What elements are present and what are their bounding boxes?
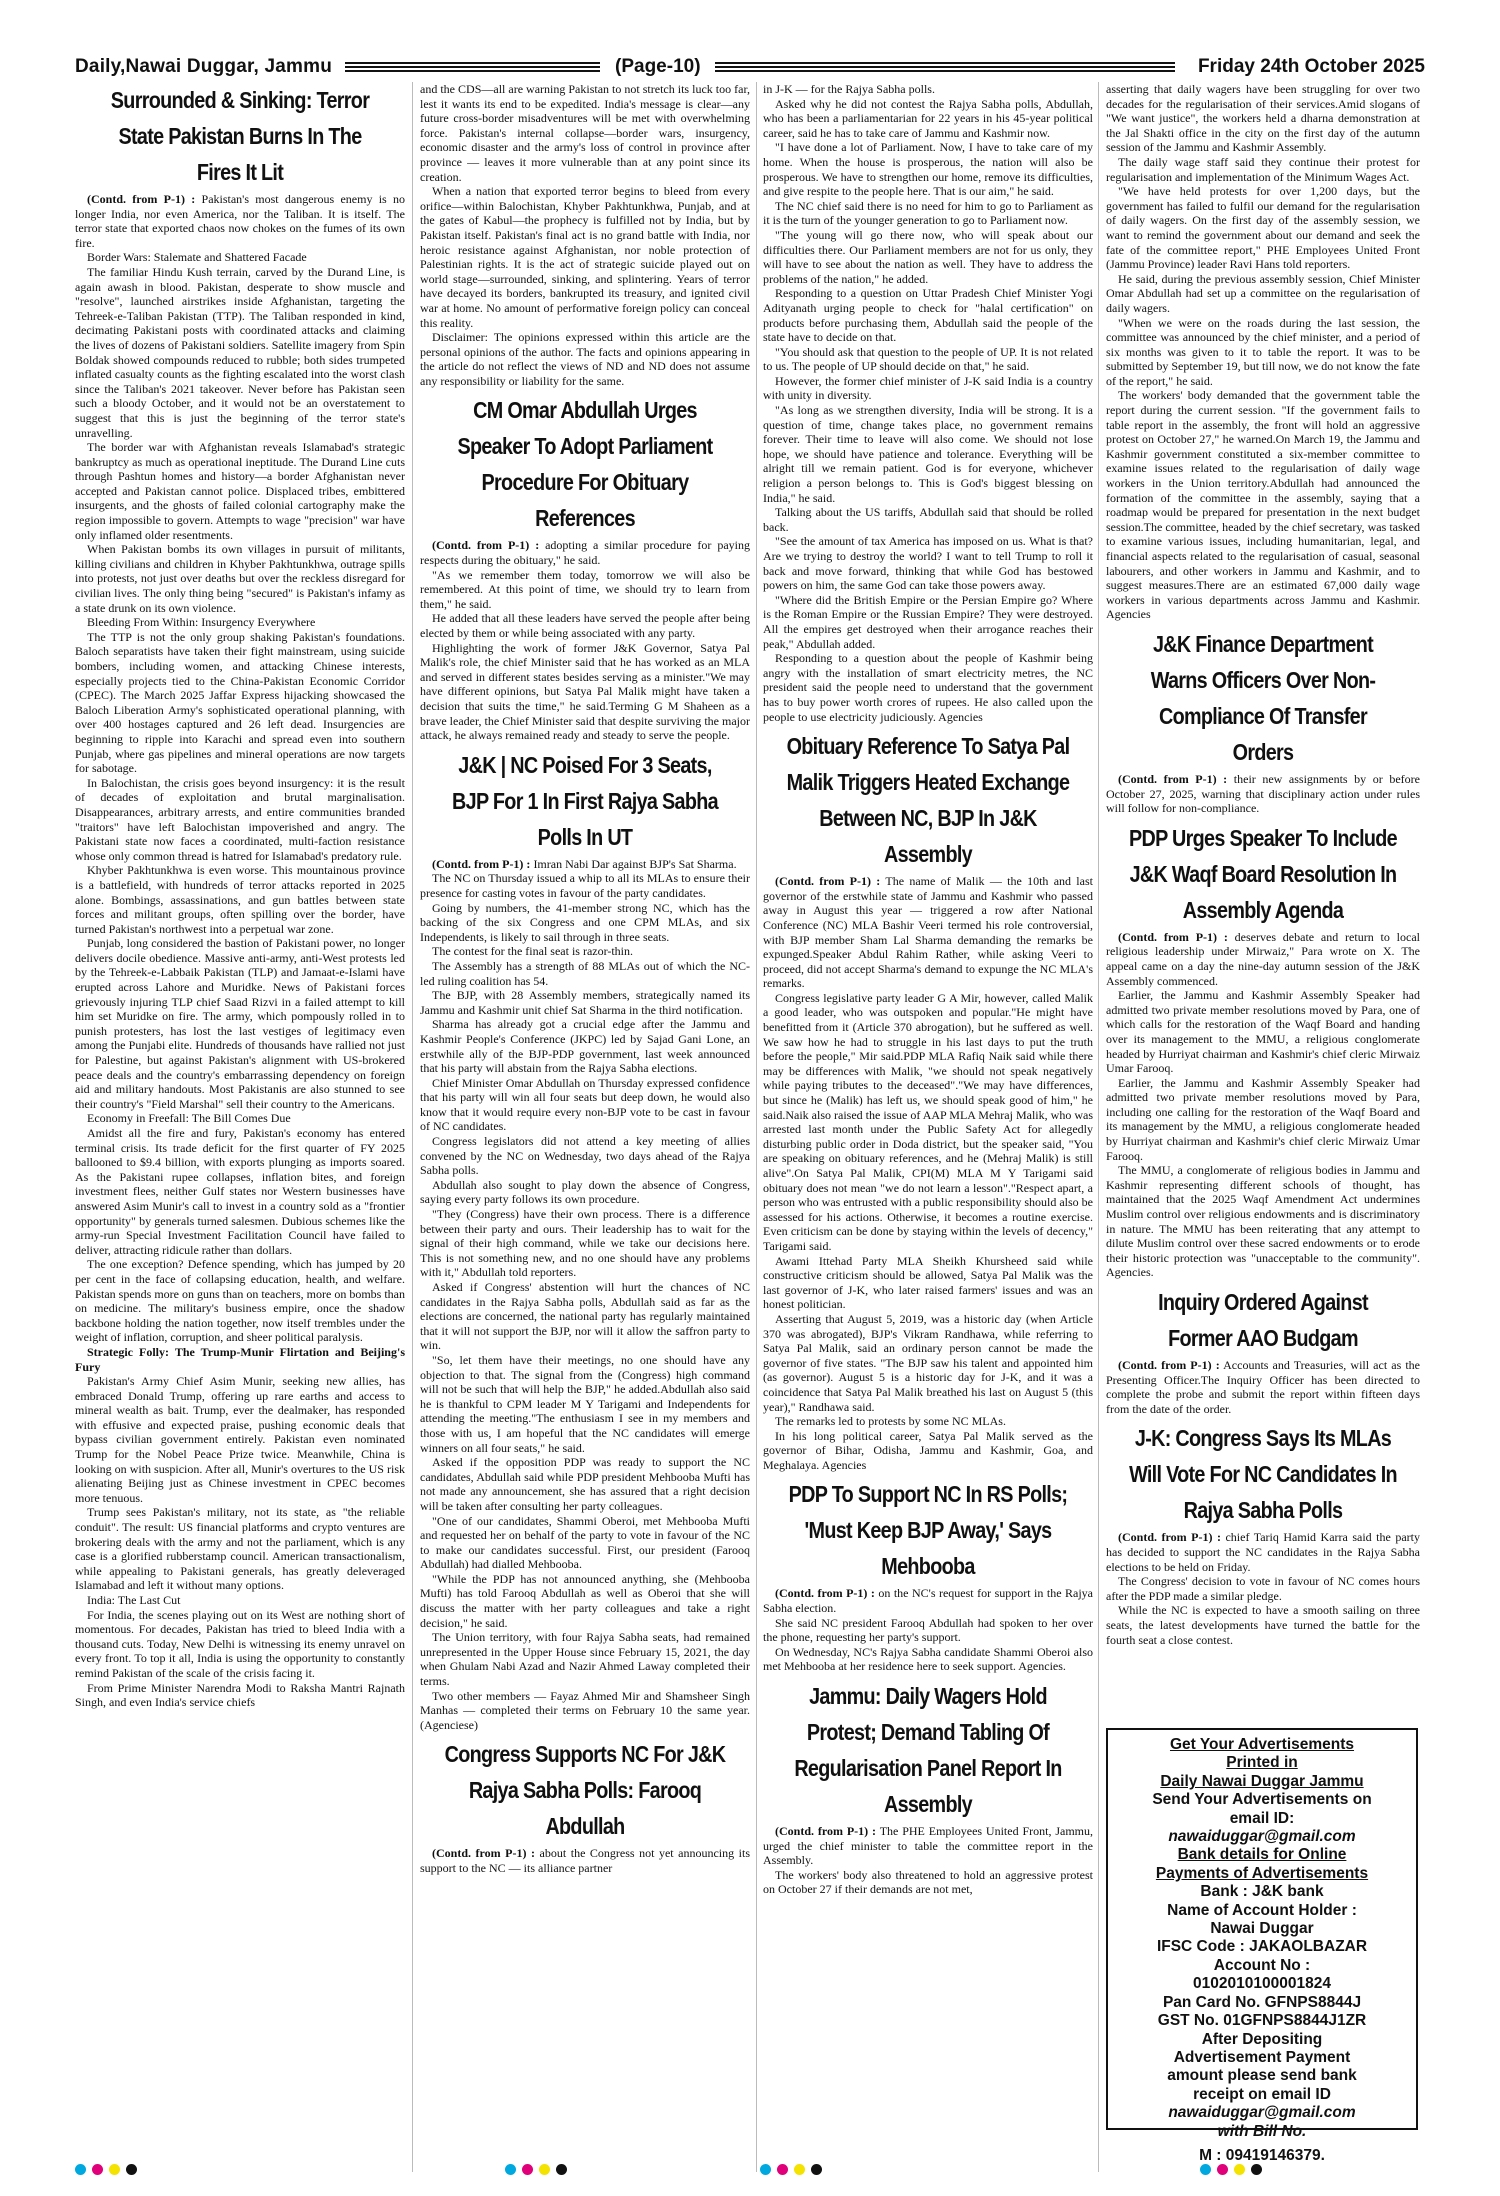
ad-line: Send Your Advertisements on	[1152, 1791, 1372, 1809]
cyan-dot	[505, 2164, 516, 2175]
article-paragraph: Pakistan's most dangerous enemy is no longer India, nor even America, nor the Taliban. It is itself. The terror state that exported chaos now chokes on the fumes of its own fire.	[75, 192, 405, 250]
article-paragraph: The daily wage staff said they continue their protest for regularisation and implementation of the Minimum Wages Act.	[1106, 154, 1420, 184]
article-paragraph: The Assembly has a strength of 88 MLAs out of which the NC-led ruling coalition has 54.	[420, 958, 750, 988]
article-paragraph: "I have done a lot of Parliament. Now, I have to take care of my home. When the house is prosperous, the nation will also be prosperous. We have to strengthen our home, remove its difficulties, and give respite to the people here. That is our aim," he said.	[763, 140, 1093, 199]
headline-finance-dept: J&K Finance Department Warns Officers Over Non-Compliance Of Transfer Orders	[1150, 630, 1376, 765]
article-paragraph: The name of Malik — the 10th and last governor of the erstwhile state of Jammu and Kashmir who passed away in August this year — triggered a row after National Conference (NC) MLA Bashir Veeri termed his role controversial, with BJP member Sham Lal Sharma demanding the remarks be expunged.Speaker Abdul Rahim Rather, while asking Veeri to proceed, did not accept Sharma's demand to expunge the NC MLA's remarks.	[763, 874, 1093, 991]
contd-label: (Contd. from P-1) :	[775, 874, 881, 889]
headline-waqf-board: PDP Urges Speaker To Include J&K Waqf Board Resolution In Assembly Agenda	[1128, 824, 1397, 923]
contd-label: (Contd. from P-1) :	[775, 1586, 875, 1601]
ad-line: GST No. 01GFNPS8844J1ZR	[1157, 2012, 1367, 2030]
column-divider	[1098, 82, 1099, 2172]
ad-line: Account No :	[1213, 1956, 1311, 1974]
magenta-dot	[522, 2164, 533, 2175]
article-paragraph: Earlier, the Jammu and Kashmir Assembly Speaker had admitted two private member resolutions moved by Para, one of which calls for the restoration of the Waqf Board and handing over its management to the MMU, a religious conglomerate headed by Hurriyat chairman and Kashmir's chief cleric Mirwaiz Umar Farooq.	[1106, 988, 1420, 1076]
subheading: India: The Last Cut	[87, 1593, 181, 1607]
article-paragraph: Trump sees Pakistan's military, not its state, as "the reliable conduit". The result: US financial platforms and crypto ventures are brokering deals with the army and not the parliament, which is any case is a glorified rubberstamp council. American transactionalism, while appealing to Pakistani generals, has greatly deleveraged Islamabad and left it without many options.	[75, 1505, 405, 1593]
article-paragraph: "When we were on the roads during the last session, the committee was announced by the chief minister, and a period of six months was given to it to table the report. It was to be submitted by September 19, but till now, we do not know the fate of the report," he said.	[1106, 315, 1420, 388]
article-paragraph: The MMU, a conglomerate of religious bodies in Jammu and Kashmir representing different schools of thought, has maintained that the 2025 Waqf Amendment Act undermines Muslim control over religious endowments and is discriminatory in nature. The MMU has been reiterating that any attempt to dilute Muslim control over these sacred endowments or to erode their historic protection was "unacceptable to the community". Agencies.	[1106, 1163, 1420, 1280]
article-paragraph: When Pakistan bombs its own villages in pursuit of militants, killing civilians and children in Khyber Pakhtunkhwa, outrage spills into protests, not just over deaths but over the reckless disregard for civilian lives. The only thing being "secured" is Pakistan's infamy as a state drunk on its own violence.	[75, 542, 405, 615]
ad-line: Advertisement Payment	[1173, 2048, 1351, 2066]
article-paragraph: Asked if the opposition PDP was ready to support the NC candidates, Abdullah said while PDP president Mehbooba Mufti has not made any announcement, she has assured that a right decision will be taken after consulting her party colleagues.	[420, 1455, 750, 1513]
article-paragraph: The Union territory, with four Rajya Sabha seats, had remained unrepresented in the Upper House since February 15, 2021, the day when Ghulam Nabi Azad and Nazir Ahmed Laway completed their terms.	[420, 1630, 750, 1689]
issue-date: Friday 24th October 2025	[1197, 56, 1425, 77]
ad-line: Daily Nawai Duggar Jammu	[1160, 1772, 1364, 1790]
column-divider	[412, 82, 413, 2172]
article-paragraph: about the Congress not yet announcing its support to the NC — its alliance partner	[420, 1846, 750, 1875]
article-paragraph: and the CDS—all are warning Pakistan to not stretch its luck too far, lest it wants its end to be expedited. India's message is clear—any future cross-border misadventures will be met with overwhelming force. Pakistan's internal collapse—border wars, insurgency, economic disaster and the army's loss of control in province after province — leaves it more vulnerable than at any point since its creation.	[420, 82, 750, 184]
magenta-dot	[92, 2164, 103, 2175]
article-paragraph: However, the former chief minister of J-K said India is a country with unity in diversity.	[763, 373, 1093, 403]
article-paragraph: The TTP is not the only group shaking Pakistan's foundations. Baloch separatists have taken their fight mainstream, using suicide bombers, including women, and attacking Chinese interests, especially projects tied to the China-Pakistan Economic Corridor (CPEC). The March 2025 Jaffar Express hijacking showcased the Baloch Liberation Army's sophisticated operational planning, with over 400 hostages captured and 26 left dead. Insurgencies are beginning to ripple into Karachi and spread even into southern Punjab, where gas pipelines and mineral operations are now targets for sabotage.	[75, 629, 405, 776]
article-paragraph: In his long political career, Satya Pal Malik served as the governor of Bihar, Odisha, Jammu and Kashmir, Goa, and Meghalaya. Agencies	[763, 1428, 1093, 1472]
article-paragraph: The BJP, with 28 Assembly members, strategically named its Jammu and Kashmir unit chief Sat Sharma in the third notification.	[420, 988, 750, 1017]
yellow-dot	[794, 2164, 805, 2175]
article-paragraph: "As we remember them today, tomorrow we will also be remembered. At this point of time, we should try to learn from them," he said.	[420, 567, 750, 611]
black-dot	[126, 2164, 137, 2175]
ad-line: Nawai Duggar	[1210, 1920, 1314, 1938]
ad-email: nawaiduggar@gmail.com	[1168, 2104, 1356, 2122]
article-paragraph: "One of our candidates, Shammi Oberoi, met Mehbooba Mufti and requested her on behalf of the party to vote in favour of the NC to make our candidates successful. First, our president (Farooq Abdullah) had dialled Mehbooba.	[420, 1513, 750, 1572]
contd-label: (Contd. from P-1) :	[432, 538, 540, 553]
ad-line: receipt on email ID	[1193, 2085, 1331, 2103]
magenta-dot	[1217, 2164, 1228, 2175]
article-paragraph: in J-K — for the Rajya Sabha polls.	[763, 82, 935, 96]
masthead-rule-right	[715, 62, 1175, 76]
contd-label: (Contd. from P-1) :	[1118, 771, 1228, 786]
column-1	[75, 82, 405, 2172]
article-paragraph: Talking about the US tariffs, Abdullah said that should be rolled back.	[763, 505, 1093, 534]
article-paragraph: The NC chief said there is no need for him to go to Parliament as it is the turn of the younger generation to go to Parliament now.	[763, 198, 1093, 228]
article-paragraph: "The young will go there now, who will speak about our difficulties there. Our Parliament members are not for us only, they will have to see about the nation as well. They have to address the problems of the nation," he added.	[763, 227, 1093, 286]
article-paragraph: "We have held protests for over 1,200 days, but the government has failed to fulfil our demand for the regularisation of daily wagers. On the first day of the assembly session, we want to remind the government about our demand and seek the fate of the committee report," PHE Employees United Front (Jammu Province) leader Ravi Hans told reporters.	[1106, 184, 1420, 272]
ad-line: Pan Card No. GFNPS8844J	[1162, 1993, 1362, 2011]
ad-line: After Depositing	[1201, 2030, 1323, 2048]
ad-email: nawaiduggar@gmail.com	[1168, 1828, 1356, 1846]
article-paragraph: Responding to a question on Uttar Pradesh Chief Minister Yogi Adityanath urging people to check for "halal certification" on products before purchasing them, Abdullah said the people of the state have to decide on that.	[763, 286, 1093, 345]
headline-daily-wagers: Jammu: Daily Wagers Hold Protest; Demand Tabling Of Regularisation Panel Report In Assembly	[794, 1683, 1062, 1818]
article-paragraph: adopting a similar procedure for paying respects during the obituary," he said.	[420, 538, 750, 568]
contd-label: (Contd. from P-1) :	[432, 1846, 536, 1861]
registration-marks	[1200, 2164, 1262, 2178]
article-paragraph: Imran Nabi Dar against BJP's Sat Sharma.	[533, 856, 737, 871]
article-paragraph: Congress legislative party leader G A Mir, however, called Malik a good leader, who was outspoken and popular."He might have benefitted from it (Article 370 abrogation), but he suffered as well. We saw how he had to struggle in his last days to put the truth before the people," Mir said.PDP MLA Rafiq Naik said while there may be differences with Malik, "we should not speak negatively while paying tributes to the deceased"."We may have differences, but since he (Malik) has left us, we should speak good of him," he said.Naik also raised the issue of AAP MLA Mehraj Malik, who was arrested last month under the Public Safety Act for allegedly disturbing public order in Doda district, but the speaker said, "You are speaking on obituary references, and he (Mehraj Malik) is still alive".On Satya Pal Malik, CPI(M) MLA M Y Tarigami said obituary does not mean "we do not learn a lesson"."Respect apart, a person who was entrusted with a public responsibility should also be assessed for his actions. Otherwise, it becomes a routine exercise. Even criticism can be done by staying within the levels of decency," Tarigami said.	[763, 990, 1093, 1253]
article-paragraph: on the NC's request for support in the Rajya Sabha election.	[763, 1586, 1093, 1616]
ad-line: with Bill No.	[1217, 2122, 1307, 2140]
article-paragraph: Two other members — Fayaz Ahmed Mir and Shamsheer Singh Manhas — completed their terms on February 10 the same year. (Agenciese)	[420, 1688, 750, 1732]
article-paragraph: "Where did the British Empire or the Persian Empire go? Where is the Roman Empire or the Russian Empire? They were destroyed. All the empires get destroyed when their arrogance reaches their peak," Abdullah added.	[763, 592, 1093, 651]
column-divider	[756, 82, 757, 2172]
cyan-dot	[75, 2164, 86, 2175]
article-paragraph: Pakistan's Army Chief Asim Munir, seeking new allies, has embraced Donald Trump, offering up rare earths and access to mineral wealth as bait. Trump, ever the dealmaker, has responded with effusive and expected praise, pushing economic deals that bypass civilian government entirely. Pakistan even nominated Trump for the Nobel Peace Prize twice. Meanwhile, China is looking on with suspicion. After all, Munir's overtures to the US risk alienating Beijing just as Chinese investment in CPEC becomes more tenuous.	[75, 1374, 405, 1505]
article-paragraph: deserves debate and return to local religious leadership under Mirwaiz," Para wrote on X. The appeal came on a day the nine-day autumn session of the J&K Assembly commenced.	[1106, 929, 1420, 988]
article-paragraph: Awami Ittehad Party MLA Sheikh Khursheed said while constructive criticism should be allowed, Satya Pal Malik was the last governor of J-K, who later raised farmers' issues and was an honest politician.	[763, 1253, 1093, 1312]
contd-label: (Contd. from P-1) :	[1118, 1530, 1221, 1545]
ad-line: 0102010100001824	[1193, 1975, 1331, 1993]
column-4	[1106, 82, 1420, 1722]
ad-line: email ID:	[1229, 1809, 1295, 1827]
yellow-dot	[109, 2164, 120, 2175]
contd-label: (Contd. from P-1) :	[1118, 1358, 1220, 1372]
ad-line: amount please send bank	[1167, 2067, 1357, 2085]
article-paragraph: chief Tariq Hamid Karra said the party has decided to support the NC candidates in the Rajya Sabha elections to be held on Friday.	[1106, 1530, 1420, 1574]
column-2	[420, 82, 750, 2172]
masthead-rule-left	[345, 62, 600, 76]
article-paragraph: The one exception? Defence spending, which has jumped by 20 per cent in the face of collapsing education, health, and welfare. Pakistan spends more on guns than on teachers, more on bombs than on medicine. The military's business empire, once the shadow backbone holding the nation together, now itself trembles under the weight of inflation, corruption, and sheer political paralysis.	[75, 1257, 405, 1345]
ad-line: Printed in	[1226, 1754, 1298, 1772]
paper-name: Daily,Nawai Duggar, Jammu	[75, 56, 333, 77]
headline-congress-mlas: J-K: Congress Says Its MLAs Will Vote For NC Candidates In Rajya Sabha Polls	[1129, 1425, 1397, 1524]
headline-cm-obituary: CM Omar Abdullah Urges Speaker To Adopt Parliament Procedure For Obituary References	[457, 397, 713, 532]
article-paragraph: The Congress' decision to vote in favour of NC comes hours after the PDP made a similar pledge.	[1106, 1574, 1420, 1603]
magenta-dot	[777, 2164, 788, 2175]
article-paragraph: The familiar Hindu Kush terrain, carved by the Durand Line, is again awash in blood. Pakistan, desperate to show muscle and "resolve", launched airstrikes inside Afghanistan, targeting the Tehreek-e-Taliban Pakistan (TTP). The Taliban responded in kind, decimating Pakistani posts with coordinated attacks and claiming the lives of dozens of Pakistani soldiers. Satellite imagery from Spin Boldak showed compounds reduced to rubble; both sides trumpeted inflated casualty counts as the fighting escalated into the worst clash since the Taliban's 2021 takeover. Never before has Pakistan seen such a bloody October, and it would not be an overstatement to suggest that this is just the beginning of the terror state's unravelling.	[75, 264, 405, 440]
article-paragraph: Earlier, the Jammu and Kashmir Assembly Speaker had admitted two private member resolutions moved by Para, including one calling for the restoration of the Waqf Board and its management by the MMU, a religious conglomerate headed by Hurriyat chairman and Kashmir's chief cleric Mirwaiz Umar Farooq.	[1106, 1075, 1420, 1163]
page-number: (Page-10)	[615, 56, 701, 77]
article-paragraph: While the NC is expected to have a smooth sailing on three seats, the latest developments have turned the battle for the fourth seat a close contest.	[1106, 1603, 1420, 1647]
article-paragraph: Accounts and Treasuries, will act as the Presenting Officer.The Inquiry Officer has been directed to complete the probe and submit the report within fifteen days from the date of the order.	[1106, 1358, 1420, 1416]
article-paragraph: asserting that daily wagers have been struggling for over two decades for the regularisation of their services.Amid slogans of "We want justice", the workers held a dharna demonstration at the Jal Shakti office in the city on the first day of the autumn session of the Jammu and Kashmir Assembly.	[1106, 82, 1420, 155]
article-paragraph: Sharma has already got a crucial edge after the Jammu and Kashmir People's Conference (JKPC) led by Sajad Gani Lone, an erstwhile ally of the BJP-PDP government, last week announced that his party will abstain from the Rajya Sabha elections.	[420, 1017, 750, 1076]
article-paragraph: When a nation that exported terror begins to bleed from every orifice—within Balochistan, Khyber Pakhtunkhwa, Punjab, and at the gates of Kabul—the prophecy is fulfilled not by India, but by Pakistan itself. Pakistan's final act is no grand battle with India, nor heroic resistance against Afghanistan, nor noble protection of Palestinian rights. It is the act of strategic suicide played out on world stage—surrounded, sinking, and splintering. Years of terror have decayed its borders, bankrupted its treasury, and ignited civil war at home. No amount of performative foreign policy can conceal this reality.	[420, 184, 750, 330]
subheading: Strategic Folly: The Trump-Munir Flirtation and Beijing's Fury	[75, 1344, 405, 1374]
article-paragraph: The border war with Afghanistan reveals Islamabad's strategic bankruptcy as much as operational ineptitude. The Durand Line cuts through Pashtun homes and history—a border Afghanistan never accepted and Pakistan cannot police. Displaced tribes, embittered insurgents, and the ghosts of failed colonial cartography make the region impossible to govern. Attempts to wage "precision" war have only inflamed older resentments.	[75, 440, 405, 542]
article-paragraph: "You should ask that question to the people of UP. It is not related to us. The people of UP should decide on that," he said.	[763, 344, 1093, 374]
headline-aao-inquiry: Inquiry Ordered Against Former AAO Budgam	[1158, 1289, 1368, 1351]
ad-line: Name of Account Holder :	[1167, 1901, 1357, 1919]
registration-marks	[505, 2164, 567, 2178]
registration-marks	[75, 2164, 137, 2178]
headline-pdp-support: PDP To Support NC In RS Polls; 'Must Keep BJP Away,' Says Mehbooba	[788, 1481, 1068, 1580]
contd-label: (Contd. from P-1) :	[87, 192, 196, 206]
contd-label: (Contd. from P-1) :	[1118, 929, 1228, 944]
article-paragraph: Highlighting the work of former J&K Governor, Satya Pal Malik's role, the chief Minister said that he has worked as an MLA and served in different states besides serving as a minister."We may have different opinions, but Satya Pal Malik might have taken a decision that suits the time," he said.Terming G M Shaheen as a brave leader, the Chief Minister said that despite surviving the major attack, he always remained ready and steady to serve the people.	[420, 640, 750, 743]
black-dot	[811, 2164, 822, 2175]
article-paragraph: The remarks led to protests by some NC MLAs.	[775, 1414, 1006, 1429]
article-paragraph: "While the PDP has not announced anything, she (Mehbooba Mufti) has told Farooq Abdullah as well as Oberoi that she will discuss the matter with her party colleagues and take a right decision," he said.	[420, 1571, 750, 1630]
subheading: Bleeding From Within: Insurgency Everywhere	[87, 615, 316, 630]
article-paragraph: Responding to a question about the people of Kashmir being angry with the installation of smart electricity metres, the NC president said the people need to understand that the government has to buy power worth crores of rupees. He also called upon the people to use electricity judiciously. Agencies	[763, 651, 1093, 724]
article-paragraph: Asked if Congress' abstention will hurt the chances of NC candidates in the Rajya Sabha polls, Abdullah said as far as the elections are concerned, the national party has regularly maintained that it will not support the BJP, nor will it allow the saffron party to win.	[420, 1280, 750, 1353]
column-3	[763, 82, 1093, 2172]
article-paragraph: "As long as we strengthen diversity, India will be strong. It is a question of time, change takes place, no government remains forever. Their time to leave will also come. We should not lose hope, we should have patience and tolerance. Everything will be alright till we remain patient. God is for everyone, whichever religion a person belongs to. This is God's biggest blessing on India," he said.	[763, 403, 1093, 505]
ad-line: Bank : J&K bank	[1200, 1883, 1324, 1901]
article-paragraph: The workers' body demanded that the government table the report during the current session. "If the government fails to table report in the assembly, the front will hold an aggressive protest on October 27," he warned.On March 19, the Jammu and Kashmir government constituted a six-member committee to examine issues related to the regularisation of daily wage workers in the Union territory.Abdullah had announced the formation of the committee in the assembly, saying that a roadmap would be prepared for presentation in the next budget session.The committee, headed by the chief secretary, was tasked to examine various issues, including humanitarian, legal, and financial aspects related to the regularisation of casual, seasonal labourers, and other workers in Jammu and Kashmir, and to suggest measures.There are an estimated 67,000 daily wage workers in various departments across Jammu and Kashmir. Agencies	[1106, 388, 1420, 622]
subheading: Economy in Freefall: The Bill Comes Due	[87, 1111, 291, 1126]
article-paragraph: "See the amount of tax America has imposed on us. What is that? Are we trying to destroy the world? I want to tell Trump to roll it back and move forward, thinking that while God has bestowed powers on him, the same God can take those powers away.	[763, 534, 1093, 593]
article-paragraph: He said, during the previous assembly session, Chief Minister Omar Abdullah had set up a committee on the regularisation of daily wagers.	[1106, 271, 1420, 315]
article-paragraph: In Balochistan, the crisis goes beyond insurgency: it is the result of decades of exploitation and brutal marginalisation. Disappearances, arbitrary arrests, and entire communities branded "traitors" have left Balochistan impoverished and angry. The Pakistani state now faces a coordinated, multi-faction resistance whose only common thread is hatred for Islamabad's predatory rule.	[75, 775, 405, 863]
article-paragraph: Khyber Pakhtunkhwa is even worse. This mountainous province is a battlefield, with hundreds of terror attacks reported in 2025 alone. Bombings, assassinations, and gun battles between state forces and militant groups, often spilling over the border, have turned Pakistan's northwest into a perpetual war zone.	[75, 863, 405, 936]
contd-label: (Contd. from P-1) :	[432, 856, 531, 871]
subheading: Border Wars: Stalemate and Shattered Facade	[87, 250, 307, 265]
article-paragraph: Asserting that August 5, 2019, was a historic day (when Article 370 was abrogated), BJP's Vikram Randhawa, while referring to Satya Pal Malik, said an ordinary person cannot be made the governor of five states. "The BJP saw his talent and appointed him (as governor). August 5 is a historic day for J-K, and it was a coincidence that Satya Pal Malik breathed his last on August 5 (this year)," Randhawa said.	[763, 1311, 1093, 1414]
article-paragraph: From Prime Minister Narendra Modi to Raksha Mantri Rajnath Singh, and even India's service chiefs	[75, 1680, 405, 1710]
article-paragraph: She said NC president Farooq Abdullah had spoken to her over the phone, requesting her party's support.	[763, 1615, 1093, 1645]
article-paragraph: "So, let them have their meetings, no one should have any objection to that. The signal from the (Congress) high command will not be such that will help the BJP," he added.Abdullah also said he is thankful to CPM leader M Y Tarigami and Independents for attending the meeting."The enthusiasm I see in my members and those with us, I am hopeful that the NC candidates will emerge winners on all four seats," he said.	[420, 1352, 750, 1455]
ad-line: Get Your Advertisements	[1169, 1736, 1355, 1753]
headline-pakistan: Surrounded & Sinking: Terror State Pakistan Burns In The Fires It Lit	[110, 87, 370, 185]
article-paragraph: their new assignments by or before October 27, 2025, warning that disciplinary action under rules will follow for non-compliance.	[1106, 771, 1420, 816]
article-paragraph: "They (Congress) have their own process. There is a difference between their party and ours. Their leadership has to wait for the signal of their high command, while we take our decisions here. This is not something new, and no one should have any problems with it," Abdullah told reporters.	[420, 1207, 750, 1280]
headline-obituary-malik: Obituary Reference To Satya Pal Malik Triggers Heated Exchange Between NC, BJP In J&K Assembly	[786, 733, 1070, 868]
article-paragraph: He added that all these leaders have served the people after being elected by them or while being associated with any party.	[420, 611, 750, 641]
contd-label: (Contd. from P-1) :	[775, 1824, 877, 1839]
article-paragraph: Amidst all the fire and fury, Pakistan's economy has entered terminal crisis. Its trade deficit for the first quarter of FY 2025 ballooned to $9.4 billion, with exports plunging as imports soared. As the Pakistani rupee collapses, inflation bites, and foreign investment flees, neither Gulf states nor Western businesses have answered Asim Munir's call to invest in a country sold as a "frontier opportunity" by generals turned salesmen. Dubious schemes like the army-run Special Investment Facilitation Council have failed to deliver, attracting ridicule rather than dollars.	[75, 1126, 405, 1257]
article-paragraph: Chief Minister Omar Abdullah on Thursday expressed confidence that his party will win all four seats but deep down, he would also know that it would require every non-BJP vote to be cast in favour of NC candidates.	[420, 1075, 750, 1134]
article-paragraph: The NC on Thursday issued a whip to all its MLAs to ensure their presence for casting votes in favour of the party candidates.	[420, 871, 750, 900]
article-paragraph: Punjab, long considered the bastion of Pakistani power, no longer delivers docile obedience. Massive anti-army, anti-West protests led by the Tehreek-e-Labbaik Pakistan (TLP) and Jamaat-e-Islami have erupted across Lahore and Muridke. News of Pakistani forces grievously injuring TLP chief Saad Rizvi in a failed attempt to kill him set Muridke on fire. The army, which pompously rolled in to punish protesters, has lost the last vestiges of legitimacy even among the Punjabi elite. Hundreds of thousands have rallied not just for Palestine, but against Pakistan's alignment with US-brokered peace deals and the country's embarrassing dependency on foreign aid and military handouts. Most Pakistanis are also stunned to see their country's "Field Marshal" sell their country to the Americans.	[75, 936, 405, 1111]
black-dot	[556, 2164, 567, 2175]
article-paragraph: On Wednesday, NC's Rajya Sabha candidate Shammi Oberoi also met Mehbooba at her residence here to seek support. Agencies.	[763, 1644, 1093, 1674]
article-paragraph: For India, the scenes playing out on its West are nothing short of momentous. For decades, Pakistan has tried to bleed India with a thousand cuts. Today, New Delhi is witnessing its enemy unravel on every front. To top it all, India is using the opportunity to constantly remind Pakistan of the scale of the crisis facing it.	[75, 1607, 405, 1680]
advertisement-box	[1106, 1728, 1418, 2164]
headline-congress-supports: Congress Supports NC For J&K Rajya Sabha Polls: Farooq Abdullah	[444, 1741, 726, 1840]
article-paragraph: The workers' body also threatened to hold an aggressive protest on October 27 if their demands are not met,	[763, 1867, 1093, 1897]
article-paragraph: Disclaimer: The opinions expressed within this article are the personal opinions of the author. The facts and opinions appearing in the article do not reflect the views of ND and ND does not assume any responsibility or liability for the same.	[420, 330, 750, 388]
headline-nc-seats: J&K | NC Poised For 3 Seats, BJP For 1 In First Rajya Sabha Polls In UT	[452, 751, 718, 850]
ad-line: Bank details for Online	[1177, 1846, 1347, 1864]
article-paragraph: The contest for the final seat is razor-thin.	[432, 944, 634, 959]
yellow-dot	[539, 2164, 550, 2175]
ad-phone: M : 09419146379.	[1199, 2146, 1325, 2164]
ad-line: Payments of Advertisements	[1155, 1864, 1369, 1882]
registration-marks	[760, 2164, 822, 2178]
article-paragraph: The PHE Employees United Front, Jammu, urged the chief minister to table the committee report in the Assembly.	[763, 1824, 1093, 1868]
article-paragraph: Going by numbers, the 41-member strong NC, which has the backing of the six Congress and one CPM MLAs, and six Independents, is likely to sail through in three seats.	[420, 900, 750, 944]
cyan-dot	[1200, 2164, 1211, 2175]
article-paragraph: Congress legislators did not attend a key meeting of allies convened by the NC on Wednesday, two days ahead of the Rajya Sabha polls.	[420, 1134, 750, 1178]
ad-line: IFSC Code : JAKAOLBAZAR	[1156, 1938, 1368, 1956]
yellow-dot	[1234, 2164, 1245, 2175]
cyan-dot	[760, 2164, 771, 2175]
article-paragraph: Abdullah also sought to play down the absence of Congress, saying every party follows its own procedure.	[420, 1177, 750, 1207]
black-dot	[1251, 2164, 1262, 2175]
article-paragraph: Asked why he did not contest the Rajya Sabha polls, Abdullah, who has been a parliamentarian for 22 years in his 45-year political career, said he has to take care of Jammu and Kashmir now.	[763, 96, 1093, 140]
